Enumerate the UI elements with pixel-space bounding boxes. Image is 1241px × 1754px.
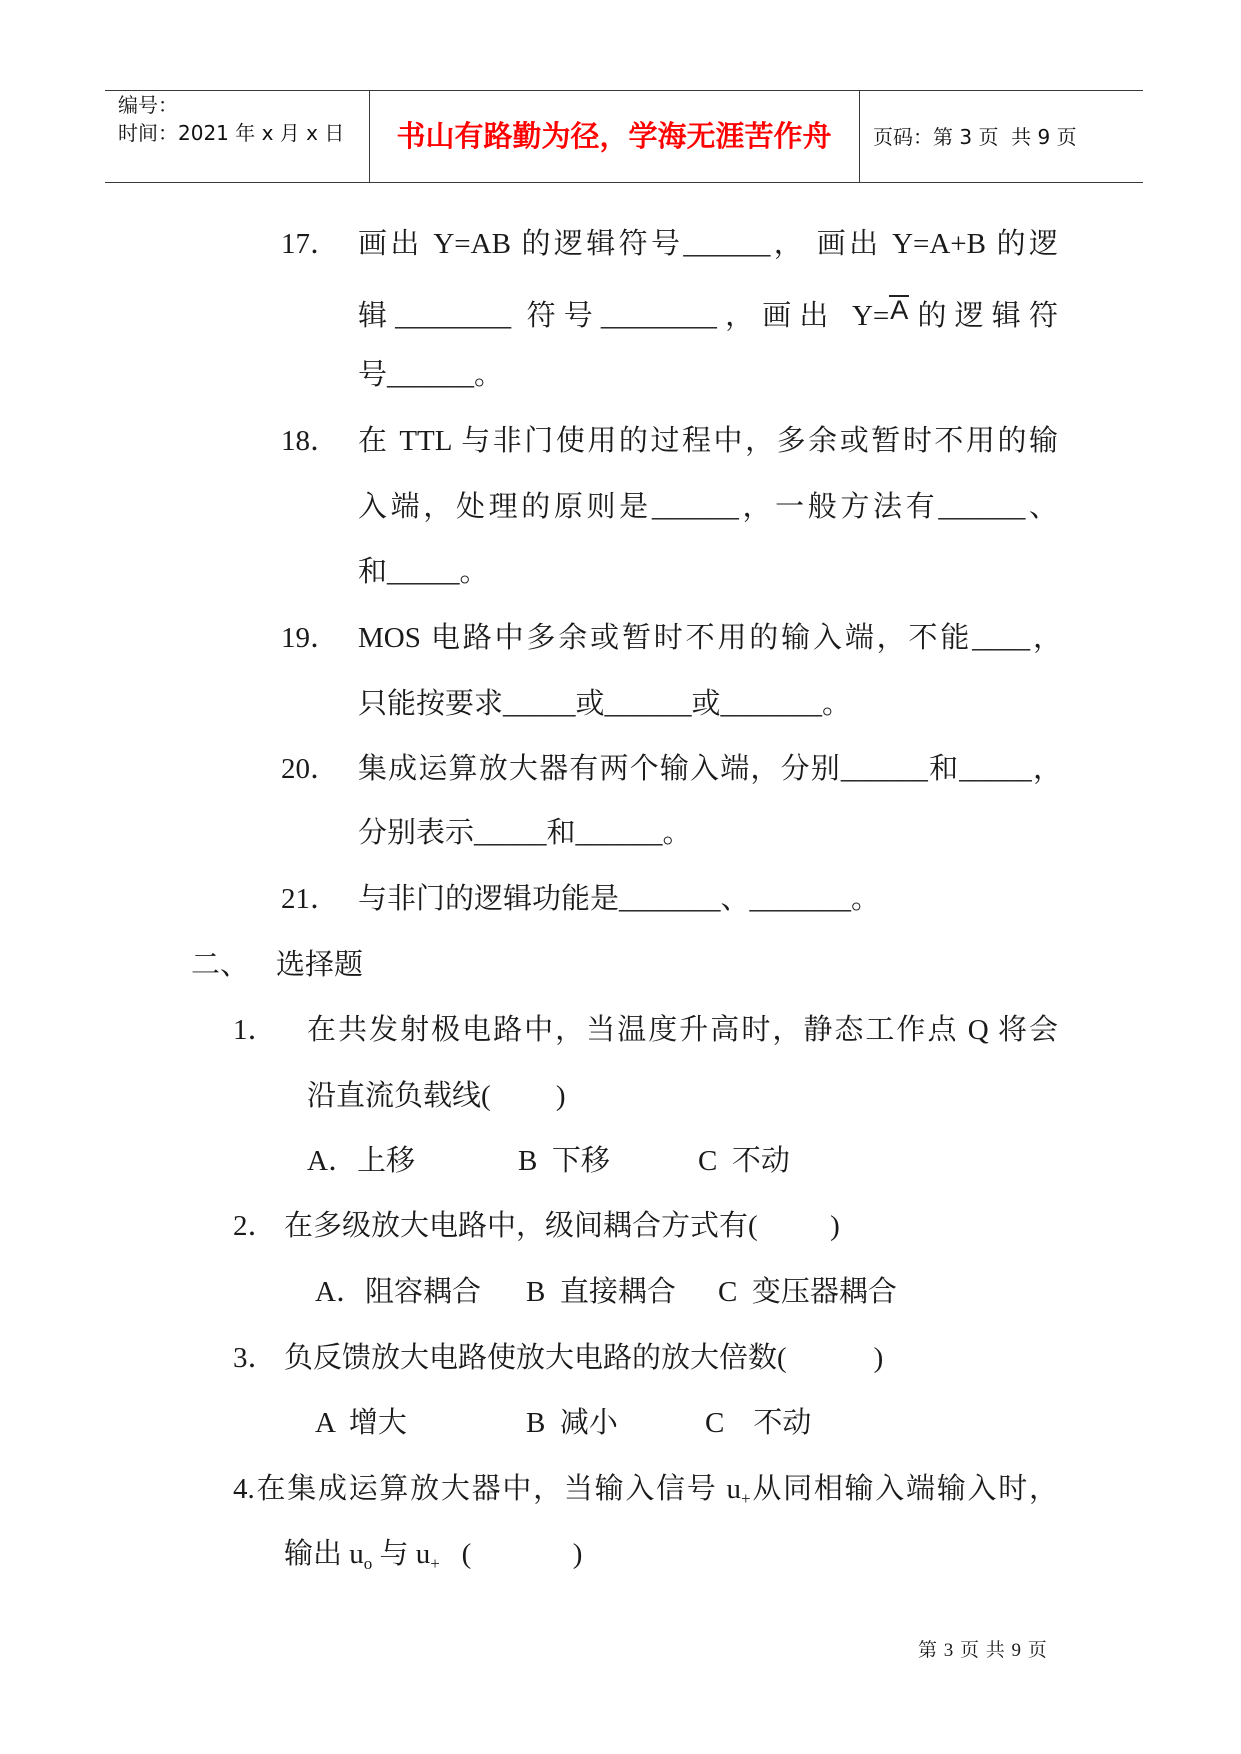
question-text-line: 分别表示_____和______。: [358, 817, 692, 849]
header-page-number: 页码：第 3 页 共 9 页: [873, 125, 1077, 149]
overlined-variable: A: [890, 295, 909, 325]
section-title: 选择题: [276, 949, 364, 981]
question-number: 20．: [281, 753, 340, 785]
option-b: B 下移: [518, 1145, 610, 1177]
option-b: B 直接耦合: [526, 1276, 676, 1308]
subscript: o: [363, 1554, 373, 1573]
question-text-line: 负反馈放大电路使放大电路的放大倍数( ): [284, 1342, 884, 1374]
question-text-line: 号______。: [358, 359, 504, 391]
question-text-line: [284, 1536, 582, 1572]
question-text-segment: 辑________ 符号________，画出 Y=: [358, 300, 890, 332]
question-text-line: 集成运算放大器有两个输入端，分别______和_____，: [358, 753, 1062, 785]
question-text-line: 在 TTL 与非门使用的过程中，多余或暂时不用的输: [358, 425, 1058, 457]
question-text-segment: ( ): [439, 1538, 583, 1570]
question-text-line: 和_____。: [358, 556, 489, 588]
header-bottom-rule: [105, 182, 1143, 183]
option-a: A 增大: [315, 1407, 407, 1439]
question-text-line: 与非门的逻辑功能是_______、_______。: [358, 883, 881, 915]
subscript: +: [741, 1489, 751, 1508]
footer-page-number: 第 3 页 共 9 页: [918, 1640, 1048, 1661]
question-text-line: 入端，处理的原则是______，一般方法有______、: [358, 491, 1058, 523]
question-number: 4.: [233, 1473, 255, 1505]
question-text-segment: 从同相输入端输入时，: [750, 1473, 1058, 1505]
question-number: 21．: [281, 883, 340, 915]
option-c: C 变压器耦合: [718, 1276, 897, 1308]
question-text-segment: 输出 u: [284, 1538, 364, 1570]
question-number: 19．: [281, 622, 340, 654]
option-b: B 减小: [526, 1407, 618, 1439]
question-number: 2．: [233, 1210, 277, 1242]
question-text-line: [358, 295, 1058, 334]
date-label: 时间：2021 年 x 月 x 日: [118, 121, 345, 145]
header-top-rule: [105, 90, 1143, 91]
question-text-line: MOS 电路中多余或暂时不用的输入端，不能____，: [358, 622, 1062, 654]
subscript: +: [430, 1554, 440, 1573]
header-divider-right: [859, 90, 860, 182]
question-text-line: 在共发射极电路中，当温度升高时，静态工作点 Q 将会: [307, 1014, 1058, 1046]
question-text-segment: 的逻辑符: [909, 300, 1058, 332]
question-text-line: [233, 1471, 1058, 1507]
option-a: A．上移: [307, 1145, 415, 1177]
question-text-line: 沿直流负载线( ): [307, 1080, 566, 1112]
option-a: A．阻容耦合: [315, 1276, 481, 1308]
section-number: 二、: [191, 949, 250, 981]
question-number: 3．: [233, 1342, 277, 1374]
question-text-segment: 与 u: [372, 1538, 431, 1570]
question-number: 1．: [233, 1014, 277, 1046]
header-motto: 书山有路勤为径，学海无涯苦作舟: [396, 121, 832, 153]
question-number: 18．: [281, 425, 340, 457]
serial-number-label: 编号：: [118, 93, 178, 117]
question-text-line: 画出 Y=AB 的逻辑符号______， 画出 Y=A+B 的逻: [358, 228, 1058, 260]
question-text-line: 只能按要求_____或______或_______。: [358, 688, 852, 720]
option-c: C 不动: [705, 1407, 812, 1439]
question-text-segment: 在集成运算放大器中，当输入信号 u: [254, 1473, 742, 1505]
option-c: C 不动: [698, 1145, 790, 1177]
question-number: 17．: [281, 228, 340, 260]
question-text-line: 在多级放大电路中，级间耦合方式有( ): [284, 1210, 840, 1242]
